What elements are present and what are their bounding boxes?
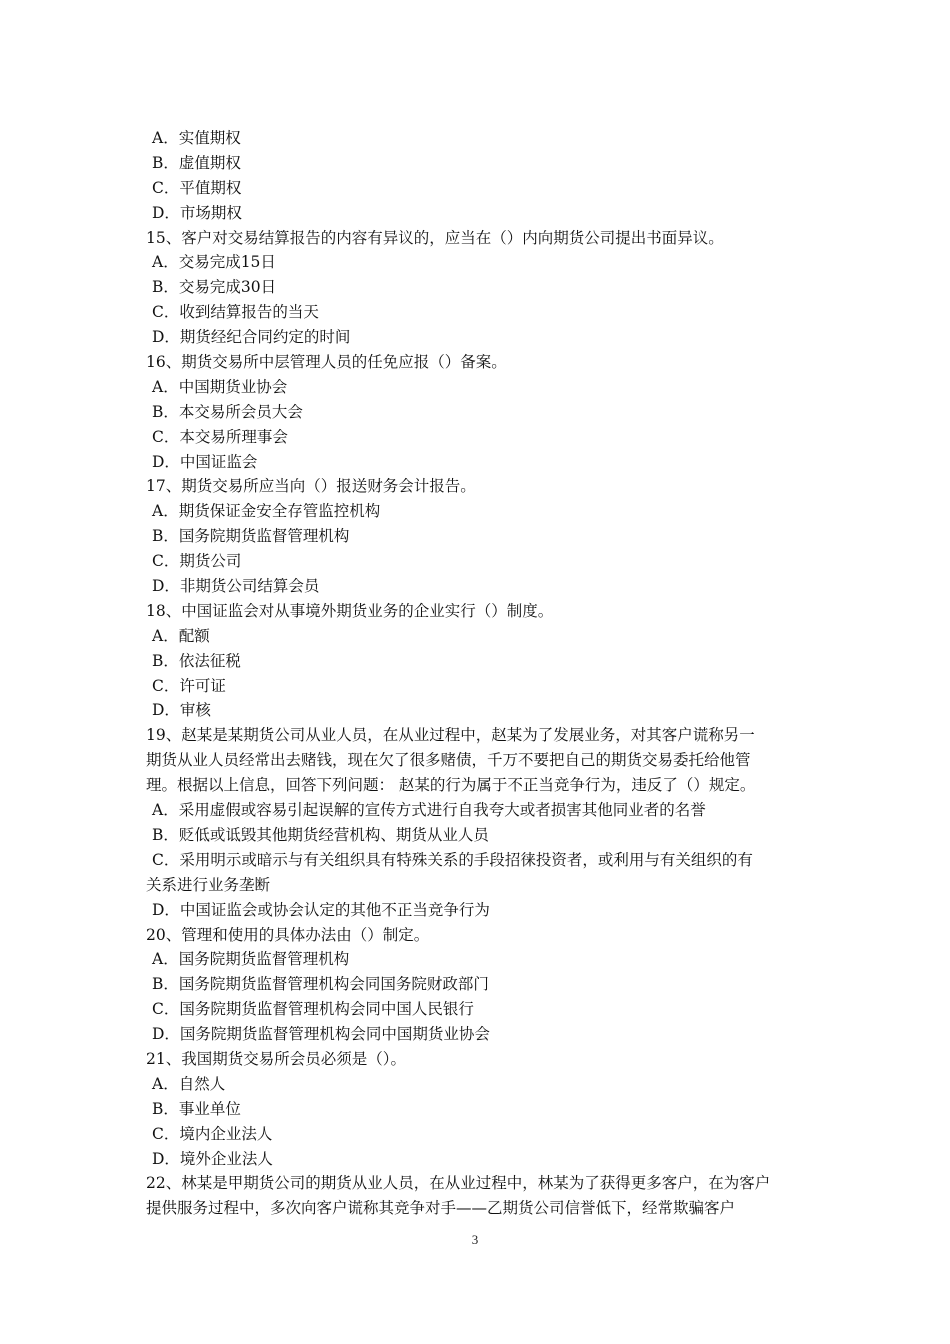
answer-option: A．国务院期货监督管理机构	[152, 950, 350, 969]
answer-option: A．自然人	[152, 1074, 226, 1093]
answer-option: A．中国期货业协会	[152, 377, 288, 396]
question-text: 16、期货交易所中层管理人员的任免应报（）备案。	[146, 353, 507, 372]
question-text: 20、管理和使用的具体办法由（）制定。	[146, 925, 430, 944]
question-text: 理。根据以上信息，回答下列问题： 赵某的行为属于不正当竞争行为，违反了（）规定。	[146, 776, 756, 795]
answer-option: D．中国证监会或协会认定的其他不正当竞争行为	[152, 900, 490, 919]
answer-option: C．平值期权	[152, 178, 242, 197]
question-text: 21、我国期货交易所会员必须是（）。	[146, 1049, 406, 1068]
answer-option: D．审核	[152, 701, 211, 720]
question-text: 15、客户对交易结算报告的内容有异议的，应当在（）内向期货公司提出书面异议。	[146, 228, 724, 247]
question-text: 期货从业人员经常出去赌钱，现在欠了很多赌债，千万不要把自己的期货交易委托给他管	[146, 751, 751, 770]
answer-option: B．本交易所会员大会	[152, 402, 303, 421]
answer-option: B．交易完成30日	[152, 278, 277, 297]
question-text: 17、期货交易所应当向（）报送财务会计报告。	[146, 477, 476, 496]
answer-option: A．实值期权	[152, 129, 241, 147]
answer-option: C．收到结算报告的当天	[152, 303, 319, 322]
question-text: 18、中国证监会对从事境外期货业务的企业实行（）制度。	[146, 601, 554, 620]
answer-option: D．市场期权	[152, 203, 242, 222]
answer-option: D．境外企业法人	[152, 1149, 273, 1168]
answer-option: D．期货经纪合同约定的时间	[152, 328, 351, 347]
answer-option: A．交易完成15日	[152, 253, 276, 272]
answer-option: C．采用明示或暗示与有关组织具有特殊关系的手段招徕投资者，或利用与有关组织的有	[152, 850, 753, 869]
answer-option: B．事业单位	[152, 1099, 241, 1118]
answer-option: B．贬低或诋毁其他期货经营机构、期货从业人员	[152, 825, 489, 844]
question-text: 关系进行业务垄断	[146, 875, 271, 894]
answer-option: B．依法征税	[152, 651, 241, 670]
answer-option: C．境内企业法人	[152, 1124, 273, 1143]
answer-option: A．采用虚假或容易引起误解的宣传方式进行自我夸大或者损害其他同业者的名誉	[152, 801, 706, 820]
question-text: 19、赵某是某期货公司从业人员，在从业过程中，赵某为了发展业务，对其客户谎称另一	[146, 726, 755, 745]
answer-option: C．本交易所理事会	[152, 427, 288, 446]
answer-option: A．配额	[152, 626, 210, 645]
answer-option: B．国务院期货监督管理机构	[152, 527, 350, 546]
answer-option: B．虚值期权	[152, 153, 241, 172]
document-body	[146, 126, 810, 1221]
page-number: 3	[471, 1232, 479, 1247]
answer-option: D．中国证监会	[152, 452, 258, 471]
answer-option: C．国务院期货监督管理机构会同中国人民银行	[152, 1000, 474, 1019]
answer-option: C．期货公司	[152, 552, 242, 571]
answer-option: B．国务院期货监督管理机构会同国务院财政部门	[152, 975, 489, 994]
question-text: 22、林某是甲期货公司的期货从业人员，在从业过程中，林某为了获得更多客户，在为客户	[146, 1174, 771, 1193]
answer-option: D．国务院期货监督管理机构会同中国期货业协会	[152, 1025, 490, 1044]
answer-option: C．许可证	[152, 676, 226, 695]
answer-option: D．非期货公司结算会员	[152, 577, 320, 596]
question-text: 提供服务过程中，多次向客户谎称其竞争对手——乙期货公司信誉低下，经常欺骗客户	[146, 1199, 736, 1218]
answer-option: A．期货保证金安全存管监控机构	[152, 502, 381, 521]
